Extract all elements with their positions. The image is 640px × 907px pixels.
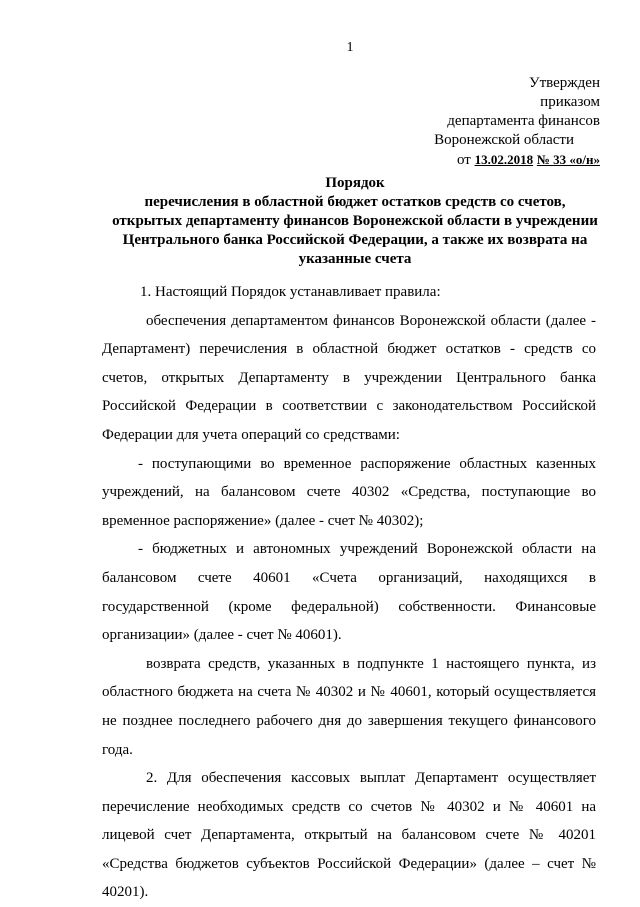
ref-number: № 33 «о/н» <box>536 152 600 167</box>
title-line-4: Центрального банка Российской Федерации, а также их возврата на <box>122 232 588 248</box>
approval-line-2: приказом <box>540 94 600 110</box>
paragraph-1: 1. Настоящий Порядок устанавливает правила: <box>140 284 441 300</box>
paragraph-4: - бюджетных и автономных учреждений Воронежской области на балансовом счете 40601 «Счета организаций, находящихся в государственной (кроме федеральной) собственности. Финансовые организации» (далее - счет № 40601). <box>102 541 596 644</box>
paragraph-6: 2. Для обеспечения кассовых выплат Департамент осуществляет перечисление необходимых средств со счетов № 40302 и № 40601 на лицевой счет Департамента, открытый на балансовом счете № 40201 «Средства бюджетов субъектов Российской Федерации» (далее – счет № 40201). <box>102 770 596 901</box>
title-line-1: Порядок <box>325 175 385 191</box>
page-number: 1 <box>346 40 354 55</box>
approval-line-1: Утвержден <box>528 75 600 91</box>
paragraph-2: обеспечения департаментом финансов Воронежской области (далее - Департамент) перечисления в областной бюджет остатков - средств со счетов, открытых Департаменту в учреждении Центрального банка Российской Федерации в соответствии с законодательством Российской Федерации для учета операций со средствами: <box>102 312 596 443</box>
ref-prefix: от <box>456 152 471 168</box>
document-body <box>102 278 596 907</box>
paragraph-3: - поступающими во временное распоряжение областных казенных учреждений, на балансовом счете 40302 «Средства, поступающие во временное распоряжение» (далее - счет № 40302); <box>102 455 596 529</box>
document-title <box>70 174 640 269</box>
title-line-3: открытых департаменту финансов Воронежской области в учреждении <box>112 213 598 229</box>
ref-date: 13.02.2018 <box>474 152 534 167</box>
title-line-2: перечисления в областной бюджет остатков средств со счетов, <box>144 194 566 210</box>
approval-reference <box>400 150 600 170</box>
title-line-5: указанные счета <box>298 251 412 267</box>
approval-stamp <box>400 74 600 170</box>
approval-line-4: Воронежской области <box>434 132 574 148</box>
approval-line-3: департамента финансов <box>447 113 600 129</box>
paragraph-5: возврата средств, указанных в подпункте 1 настоящего пункта, из областного бюджета на счета № 40302 и № 40601, который осуществляется не позднее последнего рабочего дня до завершения текущего финансового года. <box>102 655 596 758</box>
